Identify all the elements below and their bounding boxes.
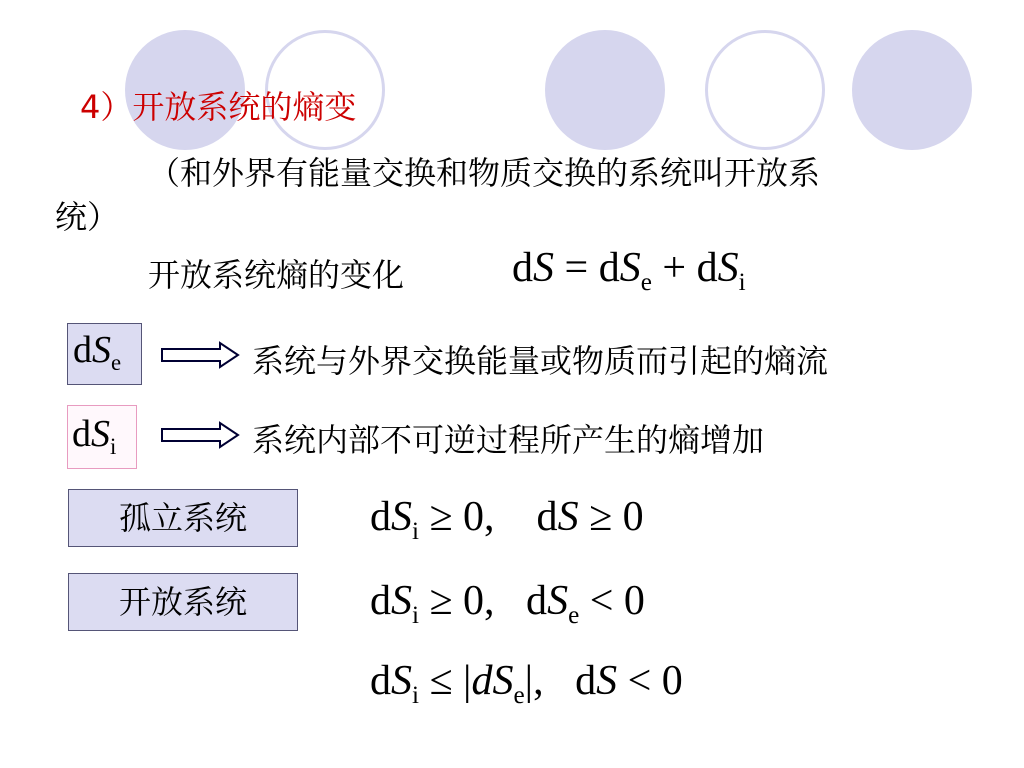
- decor-circle-5: [852, 30, 972, 150]
- section-heading: 4）开放系统的熵变: [80, 88, 357, 126]
- eq-lhs: dS: [512, 245, 554, 291]
- dSi-description: 系统内部不可逆过程所产生的熵增加: [252, 421, 765, 459]
- eq-equals: =: [564, 245, 589, 291]
- definition-line2: 统）: [55, 198, 120, 236]
- arrow-right-icon: [160, 341, 242, 369]
- dSe-symbol-box: $dS_e$: [67, 323, 142, 385]
- dSi-symbol-box: $dS_i$: [67, 405, 137, 469]
- eq-term2: $dS_i$: [696, 245, 746, 296]
- eq-plus: +: [662, 245, 687, 291]
- definition-line1: （和外界有能量交换和物质交换的系统叫开放系: [148, 154, 821, 192]
- main-equation: [512, 244, 746, 297]
- decor-circle-4: [705, 30, 825, 150]
- isolated-system-box: 孤立系统: [68, 489, 298, 547]
- eq-term1: $dS_e$: [598, 245, 652, 296]
- dSe-description: 系统与外界交换能量或物质而引起的熵流: [252, 342, 829, 380]
- open-formula-2: $dS_i \le |dS_e|$, dS < 0: [370, 658, 683, 709]
- open-formula-1: $dS_i \ge 0$, $dS_e < 0$: [370, 578, 645, 629]
- open-system-box: 开放系统: [68, 573, 298, 631]
- isolated-formula: $dS_i \ge 0$, dS ≥ 0: [370, 494, 644, 545]
- arrow-right-icon: [160, 421, 242, 449]
- entropy-change-label: 开放系统熵的变化: [148, 256, 405, 294]
- decor-circle-3: [545, 30, 665, 150]
